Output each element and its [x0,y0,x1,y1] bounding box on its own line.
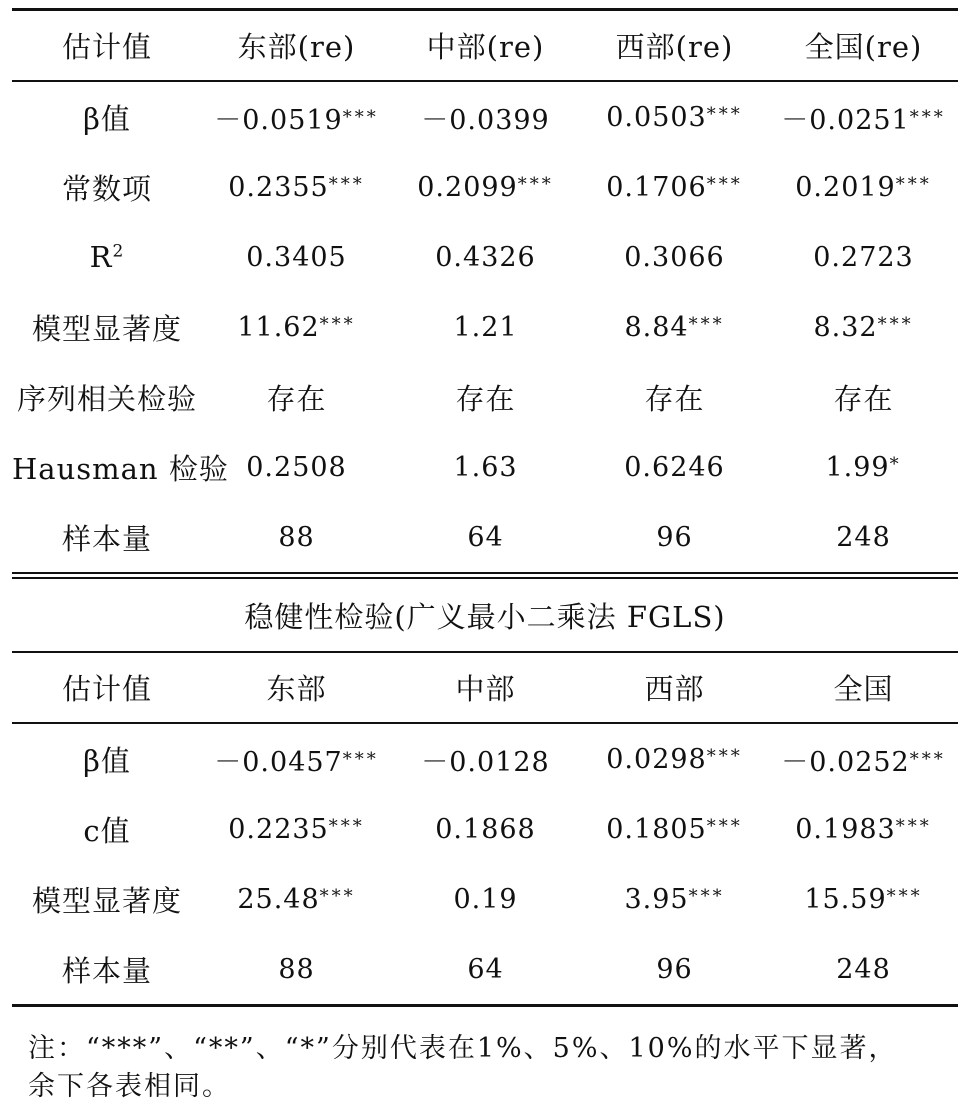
table-cell [202,452,391,483]
cell-value: －0.0128 [421,746,550,778]
row-label-text: 模型显著度 [31,311,182,346]
significance-stars: *** [706,815,743,837]
table-cell [202,172,391,203]
cell-value: 0.4326 [435,241,536,273]
header-cell: 全国 [833,672,894,706]
cell-value: 存在 [644,381,705,416]
table-cell [202,954,391,985]
robustness-title: 稳健性检验(广义最小二乘法 FGLS) [244,599,726,634]
cell-value: 3.95 [624,883,689,915]
cell-value: －0.0519 [214,104,343,136]
table-cell [769,884,958,915]
row-label-text: 样本量 [61,521,152,556]
header-cell: 估计值 [61,30,152,64]
table-cell [391,452,580,483]
table-cell [769,312,958,343]
cell-value: 0.2355 [228,171,329,203]
significance-stars: *** [688,885,725,907]
row-label-text: 模型显著度 [31,883,182,918]
table-cell [769,377,958,418]
row-label [12,809,202,850]
table-cell [769,740,958,779]
table-cell [580,954,769,985]
significance-stars: *** [886,885,923,907]
table-cell [202,377,391,418]
significance-stars: *** [517,173,554,195]
table-cell [769,954,958,985]
cell-value: 248 [836,953,891,985]
table-cell [769,172,958,203]
cell-value: －0.0457 [214,746,343,778]
cell-value: 248 [836,521,891,553]
cell-value: 25.48 [237,883,320,915]
cell-value: 0.0503 [606,101,707,133]
table1-header-row [12,11,958,80]
table-cell [769,452,958,483]
cell-value: 0.2508 [246,451,347,483]
table-cell [391,98,580,137]
table-cell [769,242,958,273]
cell-value: 0.6246 [624,451,725,483]
significance-stars: *** [909,748,946,770]
significance-stars: *** [877,313,914,335]
table-note [28,1030,948,1106]
table-cell [391,954,580,985]
bottom-rule [12,1004,958,1007]
cell-value: 0.2099 [417,171,518,203]
cell-value: 96 [656,521,693,553]
row-label [12,307,202,348]
table-row [12,794,958,864]
note-line: 余下各表相同。 [28,1071,231,1102]
significance-stars: *** [895,815,932,837]
table-cell [202,884,391,915]
table-cell [580,452,769,483]
cell-value: 64 [467,953,504,985]
table-cell [391,522,580,553]
header-cell: 西部 [644,672,705,706]
table-row [12,432,958,502]
row-label [12,879,202,920]
cell-value: 11.62 [237,311,320,343]
significance-stars: *** [909,106,946,128]
table-cell [580,744,769,775]
table-cell [202,522,391,553]
row-label [12,739,202,780]
table-cell [391,814,580,845]
header-cell: 中部(re) [426,30,545,64]
significance-stars: *** [319,313,356,335]
table-cell [580,814,769,845]
cell-value: －0.0251 [781,104,910,136]
table-cell [202,242,391,273]
row-label-text: β值 [83,743,131,778]
row-label [12,167,202,208]
row-label [12,97,202,138]
table-row [12,362,958,432]
table-cell [580,377,769,418]
table1-body [12,82,958,572]
cell-value: 存在 [266,381,327,416]
table-cell [202,312,391,343]
row-label-text: 序列相关检验 [16,381,197,416]
cell-value: 8.32 [813,311,878,343]
table-cell [391,242,580,273]
table-cell [580,884,769,915]
table-cell [202,814,391,845]
table-row [12,292,958,362]
cell-value: 96 [656,953,693,985]
significance-stars: *** [706,745,743,767]
row-label [12,517,202,558]
cell-value: 8.84 [624,311,689,343]
table-row [12,82,958,152]
significance-stars: * [889,453,902,475]
table-cell [580,242,769,273]
significance-stars: *** [319,885,356,907]
cell-value: 1.63 [453,451,518,483]
cell-value: －0.0399 [421,104,550,136]
table-cell [769,814,958,845]
results-table [12,8,958,1007]
cell-value: 0.2019 [795,171,896,203]
cell-value: 0.3405 [246,241,347,273]
row-label-text: R [89,240,113,274]
significance-stars: *** [688,313,725,335]
cell-value: 0.1706 [606,171,707,203]
cell-value: 0.1805 [606,813,707,845]
cell-value: 88 [278,953,315,985]
cell-value: 0.1868 [435,813,536,845]
row-label-text: Hausman 检验 [12,451,229,486]
table-cell [580,522,769,553]
table-cell [391,884,580,915]
table-cell [769,98,958,137]
note-line: 注：“***”、“**”、“*”分别代表在1%、5%、10%的水平下显著， [28,1033,898,1064]
significance-stars: *** [895,173,932,195]
table-cell [580,102,769,133]
table-cell [580,312,769,343]
cell-value: 64 [467,521,504,553]
header-cell: 东部(re) [237,30,356,64]
table-cell [391,172,580,203]
significance-stars: *** [706,103,743,125]
row-label [12,949,202,990]
row-label-superscript: 2 [112,241,125,262]
significance-stars: *** [706,173,743,195]
significance-stars: *** [342,748,379,770]
row-label [12,377,202,418]
cell-value: 0.19 [453,883,518,915]
cell-value: 88 [278,521,315,553]
table-cell [580,172,769,203]
row-label-text: 样本量 [61,953,152,988]
table2-body [12,724,958,1004]
cell-value: 0.3066 [624,241,725,273]
cell-value: 1.99 [825,451,890,483]
cell-value: 15.59 [804,883,887,915]
table-cell [769,522,958,553]
table-row [12,724,958,794]
header-cell: 中部 [455,672,516,706]
significance-stars: *** [342,106,379,128]
cell-value: 0.2235 [228,813,329,845]
header-cell: 全国(re) [804,30,923,64]
section-double-rule [12,572,958,579]
significance-stars: *** [328,173,365,195]
table-row [12,222,958,292]
header-cell: 估计值 [61,672,152,706]
table-cell [202,98,391,137]
cell-value: 0.2723 [813,241,914,273]
significance-stars: *** [328,815,365,837]
table-cell [202,740,391,779]
table-row [12,934,958,1004]
table-row [12,502,958,572]
row-label [12,240,202,274]
header-cell: 西部(re) [615,30,734,64]
cell-value: 存在 [455,381,516,416]
cell-value: 1.21 [453,311,518,343]
cell-value: 存在 [833,381,894,416]
table-cell [391,312,580,343]
header-cell: 东部 [266,672,327,706]
row-label-text: 常数项 [61,171,152,206]
table-row [12,864,958,934]
table-row [12,152,958,222]
table2-header-row [12,653,958,722]
table-cell [391,740,580,779]
row-label [12,447,229,488]
row-label-text: c值 [83,813,131,848]
cell-value: 0.0298 [606,743,707,775]
row-label-text: β值 [83,101,131,136]
table-cell [391,377,580,418]
cell-value: －0.0252 [781,746,910,778]
cell-value: 0.1983 [795,813,896,845]
